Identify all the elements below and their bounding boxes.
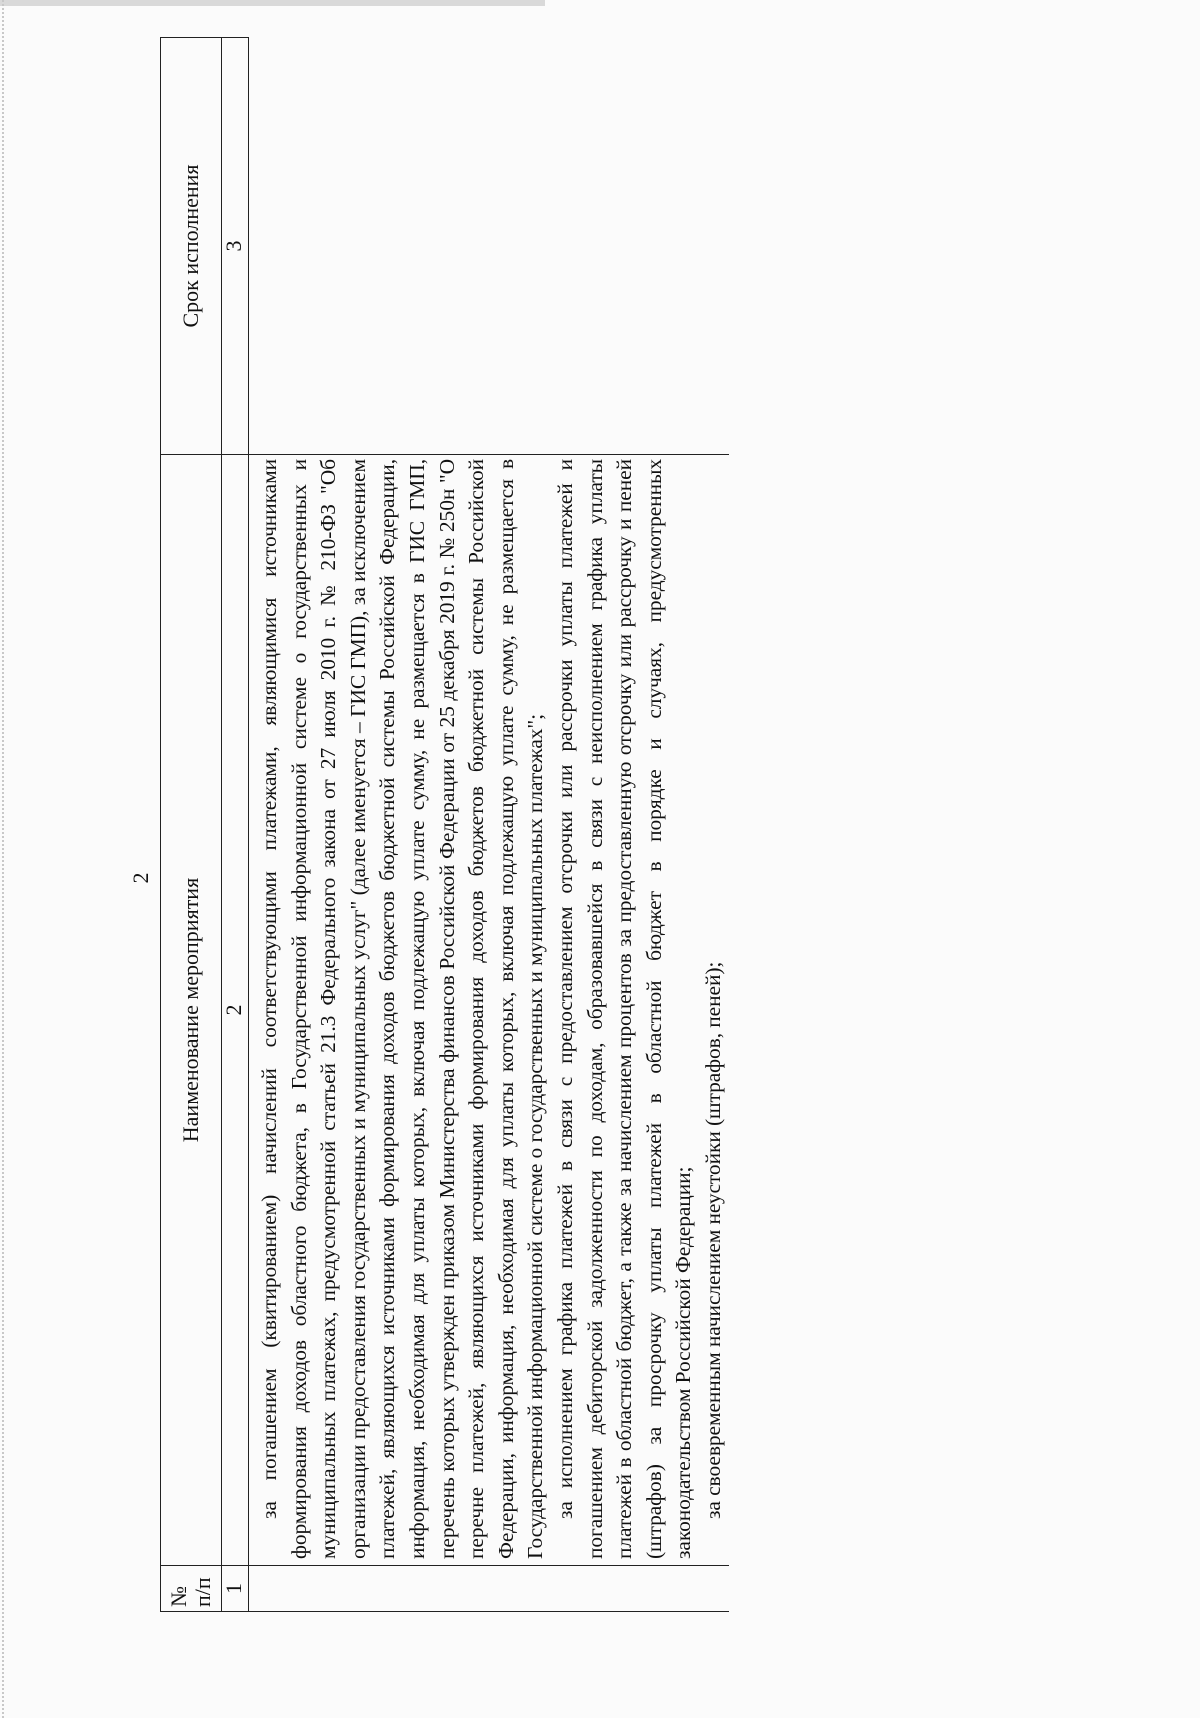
table-row	[249, 38, 729, 1612]
page-number: 2	[128, 872, 153, 884]
row-name-cell	[249, 455, 729, 1566]
column-index-1: 1	[222, 1566, 249, 1612]
table-header-row	[161, 38, 222, 1612]
column-index-row	[222, 38, 249, 1612]
column-index-2: 2	[222, 455, 249, 1566]
measure-text	[249, 455, 729, 1565]
measures-table	[160, 37, 729, 1612]
header-name: Наименование мероприятия	[161, 455, 222, 1566]
paragraph-payment-schedule: за исполнением графика платежей в связи с предоставлением отсрочки или рассрочки уплаты платежей и погашением дебиторской задолженности по доходам, образовавшейся в связи с неисполнением графика уплаты платежей в областной бюджет, а также за начислением процентов за предоставленную отсрочку или рассрочку и пеней (штрафов) за просрочку уплаты платежей в областной бюджет в порядке и случаях, предусмотренных законодательством Российской Федерации;	[552, 459, 696, 1559]
header-num: № п/п	[161, 1566, 222, 1612]
row-num-cell	[249, 1566, 729, 1612]
paragraph-reconciliation: за погашением (квитированием) начислений соответствующими платежами, являющимися источниками формирования доходов областного бюджета, в Государственной информационной системе о государственных и муниципальных платежах, предусмотренной статьей 21.3 Федерального закона от 27 июля 2010 г. № 210-ФЗ "Об организации предоставления государственных и муниципальных услуг" (далее именуется – ГИС ГМП), за исключением платежей, являющихся источниками формирования доходов бюджетов бюджетной системы Российской Федерации, информация, необходимая для уплаты которых, включая подлежащую уплате сумму, не размещается в ГИС ГМП, перечень которых утвержден приказом Министерства финансов Российской Федерации от 25 декабря 2019 г. № 250н "О перечне платежей, являющихся источниками формирования доходов бюджетов бюджетной системы Российской Федерации, информация, необходимая для уплаты которых, включая подлежащую уплате сумму, не размещается в Государственной информационной системе о государственных и муниципальных платежах";	[257, 459, 548, 1559]
header-term: Срок исполнения	[161, 38, 222, 455]
column-index-3: 3	[222, 38, 249, 455]
paragraph-penalties: за своевременным начислением неустойки (штрафов, пеней);	[700, 961, 725, 1519]
row-term-cell	[249, 38, 729, 455]
